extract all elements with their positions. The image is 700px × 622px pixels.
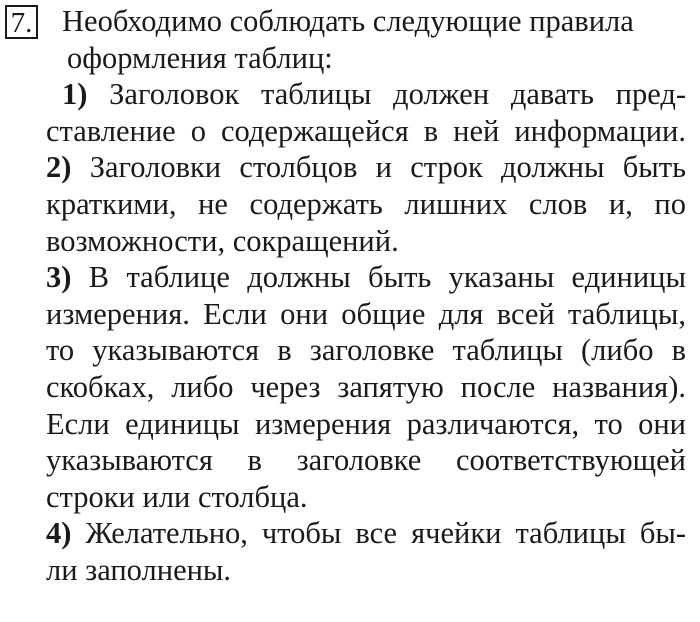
rule-3-line-6 [46, 442, 686, 479]
rule-2-line-1 [46, 149, 686, 186]
rule-1-number: 1) [62, 77, 88, 112]
rule-3-line-3 [46, 332, 686, 369]
intro-line-1: Необходимо соблюдать следующие правила [62, 4, 634, 38]
rule-3-line-7: строки или столбца. [46, 479, 308, 514]
rule-3-line-4 [46, 369, 686, 406]
rule-2-line-2 [46, 186, 686, 223]
exercise-number: 7. [5, 5, 38, 39]
rule-3-number: 3) [46, 260, 72, 295]
rule-4-text-1: Желательно, чтобы все ячейки таблицы бы- [85, 516, 686, 551]
rule-3-text-4: скобках, либо через запятую после названия). [46, 370, 686, 404]
rule-3-line-5 [46, 406, 686, 443]
intro-line-2: оформления таблиц: [67, 40, 333, 75]
rule-1-line-2 [46, 113, 686, 150]
rule-3-text-5: Если единицы измерения различаются, то они [46, 406, 686, 441]
rule-2-text-1: Заголовки столбцов и строк должны быть [89, 150, 686, 185]
rule-2-number: 2) [46, 150, 72, 185]
rule-4-line-2: ли заполнены. [46, 553, 232, 587]
rule-4-number: 4) [46, 516, 72, 551]
rule-1-text-1: Заголовок таблицы должен давать пред- [109, 77, 686, 112]
rule-1-text-2: ставление о содержащейся в ней информации. [46, 113, 686, 148]
rule-3-line-2 [46, 296, 686, 333]
rule-2-line-3: возможности, сокращений. [46, 223, 399, 258]
rule-3-line-1 [46, 259, 686, 296]
rule-1-line-1 [62, 76, 686, 113]
rule-3-text-2: измерения. Если они общие для всей таблицы, [46, 296, 686, 331]
rule-3-text-1: В таблице должны быть указаны единицы [88, 260, 686, 295]
rule-4-line-1 [46, 515, 686, 552]
rule-2-text-2: краткими, не содержать лишних слов и, по [46, 187, 686, 221]
rule-3-text-6: указываются в заголовке соответствующей [46, 443, 686, 478]
rule-3-text-3: то указываются в заголовке таблицы (либо в [46, 333, 686, 368]
